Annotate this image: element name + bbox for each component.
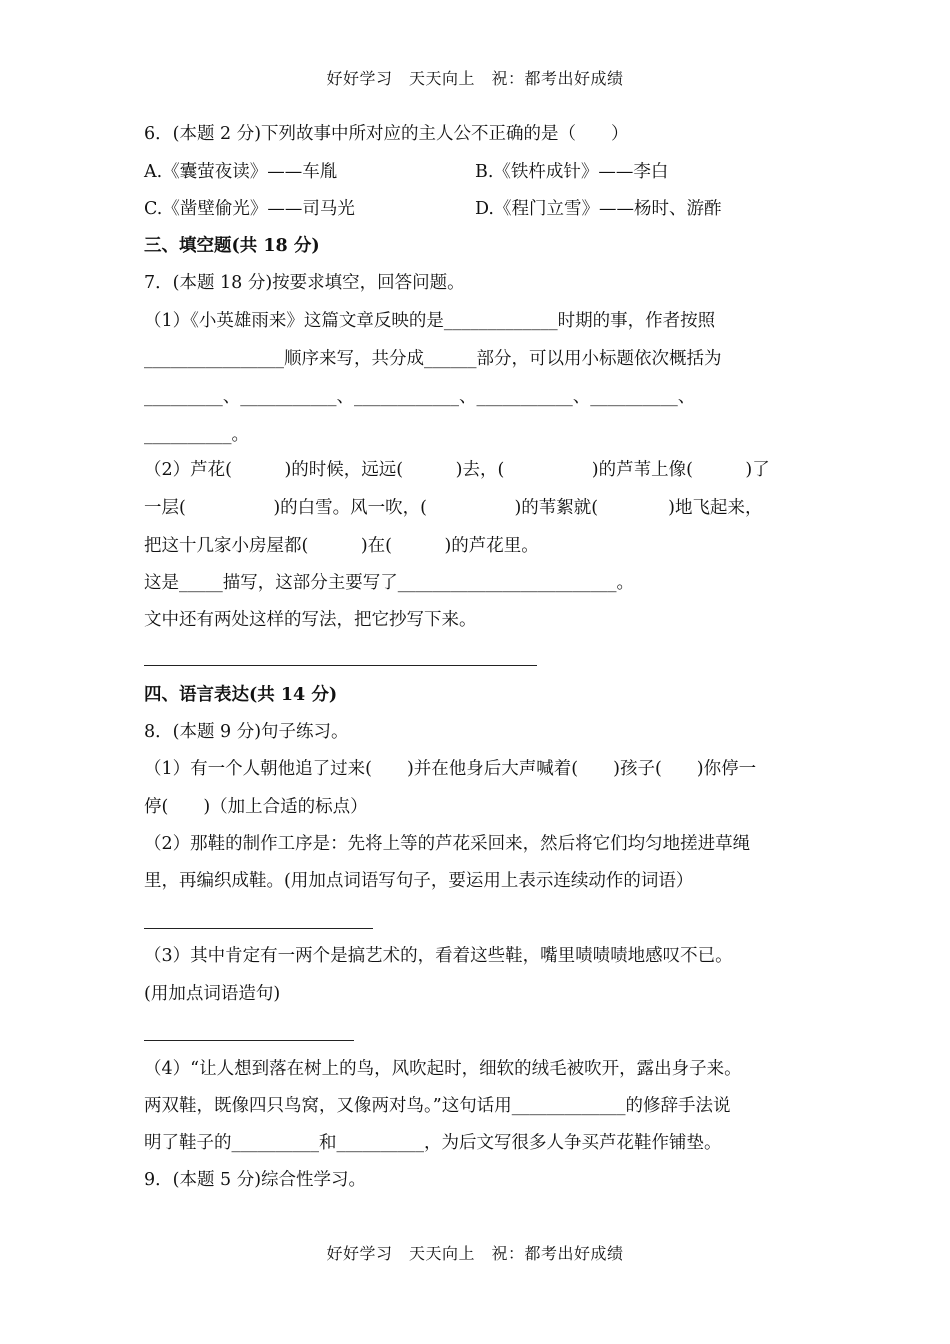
q8-s1-line2: 停( )（加上合适的标点） xyxy=(144,797,368,817)
q7-part2-line2: 一层( )的白雪。风一吹，( )的苇絮就( )地飞起来， xyxy=(144,498,763,518)
q7-part1-line4: __________。 xyxy=(144,425,249,445)
page-footer: 好好学习 天天向上 祝：都考出好成绩 xyxy=(326,1244,624,1263)
q8-s4-line1: （4）“让人想到落在树上的鸟，风吹起时，细软的绒毛被吹开，露出身子来。 xyxy=(144,1059,742,1079)
q9-stem: 9．(本题 5 分)综合性学习。 xyxy=(144,1170,367,1190)
q8-s3-line2: (用加点词语造句) xyxy=(144,984,281,1004)
answer-line[interactable] xyxy=(144,1040,354,1041)
q7-part2-line4: 这是_____描写，这部分主要写了_________________________。 xyxy=(144,573,634,593)
q7-part1-line2: ________________顺序来写，共分成______部分，可以用小标题依次概括为 xyxy=(144,349,722,369)
q7-part2-line5: 文中还有两处这样的写法，把它抄写下来。 xyxy=(144,610,477,630)
section-4-heading: 四、语言表达(共 14 分) xyxy=(144,685,338,705)
q6-stem: 6．(本题 2 分)下列故事中所对应的主人公不正确的是（ ） xyxy=(144,124,629,144)
answer-line[interactable] xyxy=(144,928,373,929)
q7-part2-line3: 把这十几家小房屋都( )在( )的芦花里。 xyxy=(144,536,539,556)
q6-option-a: A.《囊萤夜读》——车胤 xyxy=(144,162,338,182)
q6-option-b: B.《铁杵成针》——李白 xyxy=(475,162,669,182)
q6-option-c: C.《凿壁偷光》——司马光 xyxy=(144,199,355,219)
q7-part2-line1: （2）芦花( )的时候，远远( )去，( )的芦苇上像( )了 xyxy=(144,460,770,480)
q8-s4-line3: 明了鞋子的__________和__________，为后文写很多人争买芦花鞋作铺垫。 xyxy=(144,1133,722,1153)
page-header: 好好学习 天天向上 祝：都考出好成绩 xyxy=(326,69,624,88)
q8-stem: 8．(本题 9 分)句子练习。 xyxy=(144,722,349,742)
q7-stem: 7．(本题 18 分)按要求填空，回答问题。 xyxy=(144,273,465,293)
q7-part1-line1: （1）《小英雄雨来》这篇文章反映的是_____________时期的事，作者按照 xyxy=(144,311,716,331)
q8-s3-line1: （3）其中肯定有一两个是搞艺术的，看着这些鞋，嘴里啧啧啧地感叹不已。 xyxy=(144,946,733,966)
q8-s2-line1: （2）那鞋的制作工序是：先将上等的芦花采回来，然后将它们均匀地搓进草绳 xyxy=(144,834,751,854)
answer-line[interactable] xyxy=(144,665,537,666)
q8-s2-line2: 里，再编织成鞋。(用加点词语写句子，要运用上表示连续动作的词语） xyxy=(144,871,694,891)
section-3-heading: 三、填空题(共 18 分) xyxy=(144,236,320,256)
q6-option-d: D.《程门立雪》——杨时、游酢 xyxy=(475,199,722,219)
q7-part1-line3: _________、___________、____________、___________、__________、 xyxy=(144,387,696,407)
q8-s1-line1: （1）有一个人朝他追了过来( )并在他身后大声喊着( )孩子( )你停一 xyxy=(144,759,757,779)
q8-s4-line2: 两双鞋，既像四只鸟窝，又像两对鸟。”这句话用_____________的修辞手法说 xyxy=(144,1096,731,1116)
